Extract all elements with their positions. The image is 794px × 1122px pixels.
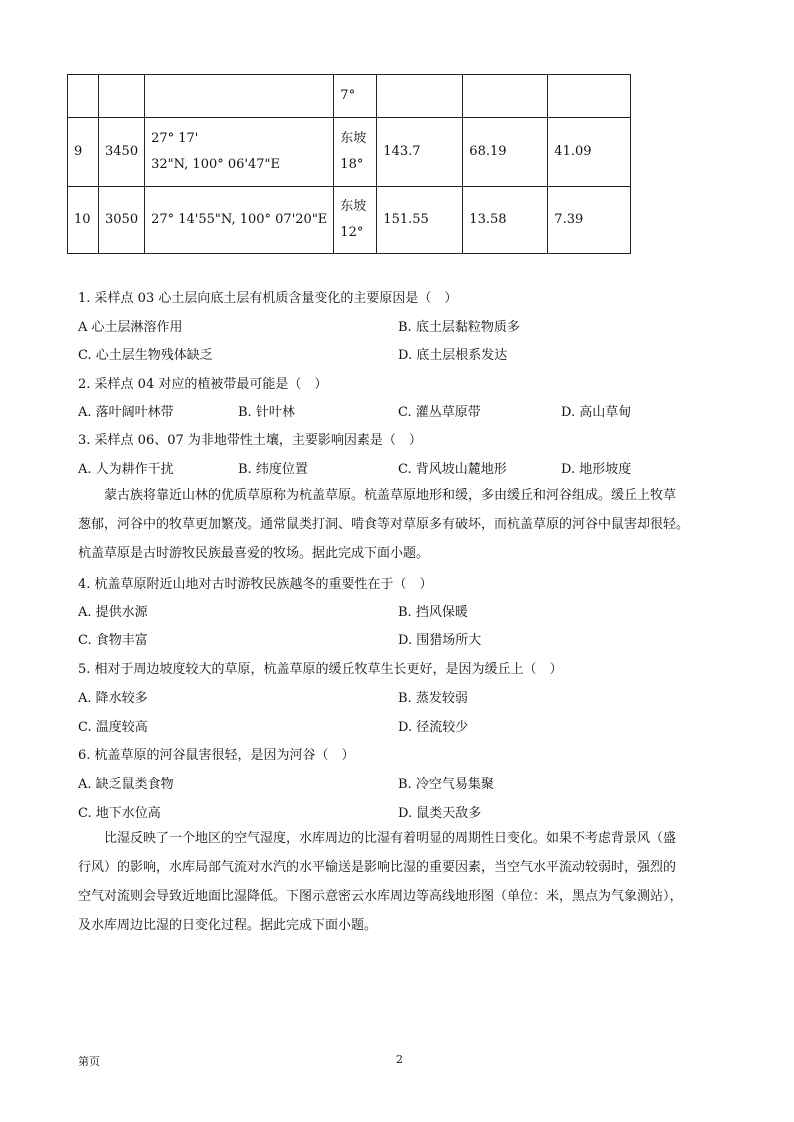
question-3-option-c: C. 背风坡山麓地形 bbox=[398, 462, 507, 477]
table-row bbox=[68, 75, 631, 118]
sampling-table bbox=[67, 74, 631, 254]
question-1-option-b: B. 底土层黏粒物质多 bbox=[398, 320, 520, 335]
table-row bbox=[68, 187, 631, 254]
question-5-stem: 5. 相对于周边坡度较大的草原，杭盖草原的缓丘牧草生长更好，是因为缓丘上（ ） bbox=[78, 662, 563, 677]
passage-specific-humidity bbox=[78, 824, 718, 940]
passage-line: 葱郁，河谷中的牧草更加繁茂。通常鼠类打洞、啃食等对草原多有破坏，而杭盖草原的河谷中鼠害却很轻。 bbox=[78, 517, 690, 532]
cell-line: 18° bbox=[340, 157, 364, 172]
question-2-stem: 2. 采样点 04 对应的植被带最可能是（ ） bbox=[78, 377, 328, 392]
passage-line: 杭盖草原是古时游牧民族最喜爱的牧场。据此完成下面小题。 bbox=[78, 546, 430, 561]
table-cell: 9 bbox=[68, 118, 99, 187]
question-2-option-d: D. 高山草甸 bbox=[561, 405, 632, 420]
question-1-option-a: A 心土层淋溶作用 bbox=[78, 320, 183, 335]
cell-line: 27° 17' bbox=[151, 131, 199, 146]
cell-line: 32"N, 100° 06'47"E bbox=[151, 157, 280, 172]
question-3-stem: 3. 采样点 06、07 为非地带性土壤，主要影响因素是（ ） bbox=[78, 433, 422, 448]
cell-line: 12° bbox=[340, 225, 364, 240]
question-4-option-b: B. 挡风保暖 bbox=[398, 605, 468, 620]
passage-line: 蒙古族将靠近山林的优质草原称为杭盖草原。杭盖草原地形和缓，多由缓丘和河谷组成。缓丘上牧草 bbox=[78, 488, 677, 503]
table-cell: 143.7 bbox=[377, 118, 463, 187]
question-1-option-d: D. 底土层根系发达 bbox=[398, 348, 508, 363]
question-6-option-b: B. 冷空气易集聚 bbox=[398, 777, 494, 792]
question-6-stem: 6. 杭盖草原的河谷鼠害很轻，是因为河谷（ ） bbox=[78, 748, 355, 763]
question-5-option-b: B. 蒸发较弱 bbox=[398, 691, 468, 706]
table-cell: 7.39 bbox=[548, 187, 631, 254]
cell-line: 7° bbox=[340, 88, 356, 103]
table-cell bbox=[99, 75, 145, 118]
question-6-option-c: C. 地下水位高 bbox=[78, 806, 161, 821]
question-5-option-d: D. 径流较少 bbox=[398, 720, 469, 735]
cell-line: 东坡 bbox=[340, 131, 367, 146]
table-cell: 3450 bbox=[99, 118, 145, 187]
question-4-option-c: C. 食物丰富 bbox=[78, 633, 148, 648]
table-cell bbox=[463, 75, 548, 118]
table-cell: 13.58 bbox=[463, 187, 548, 254]
question-5-option-c: C. 温度较高 bbox=[78, 720, 148, 735]
cell-line: 东坡 bbox=[340, 199, 367, 214]
table-cell: 41.09 bbox=[548, 118, 631, 187]
question-1-option-c: C. 心土层生物残体缺乏 bbox=[78, 348, 213, 363]
question-4-option-a: A. 提供水源 bbox=[78, 605, 148, 620]
question-4-stem: 4. 杭盖草原附近山地对古时游牧民族越冬的重要性在于（ ） bbox=[78, 577, 433, 592]
page-number: 2 bbox=[396, 1053, 403, 1066]
footer-label: 第页 bbox=[78, 1055, 100, 1068]
question-3-option-a: A. 人为耕作干扰 bbox=[78, 462, 174, 477]
table-cell bbox=[548, 75, 631, 118]
passage-hangai-grassland bbox=[78, 481, 718, 568]
question-6-option-a: A. 缺乏鼠类食物 bbox=[78, 777, 174, 792]
passage-line: 及水库周边比湿的日变化过程。据此完成下面小题。 bbox=[78, 918, 378, 933]
question-4-option-d: D. 围猎场所大 bbox=[398, 633, 482, 648]
question-3-option-d: D. 地形坡度 bbox=[561, 462, 632, 477]
question-2-option-c: C. 灌丛草原带 bbox=[398, 405, 481, 420]
table-cell bbox=[334, 187, 377, 254]
question-1-stem: 1. 采样点 03 心土层向底土层有机质含量变化的主要原因是（ ） bbox=[78, 291, 458, 306]
table-cell: 151.55 bbox=[377, 187, 463, 254]
table-cell: 10 bbox=[68, 187, 99, 254]
table-cell bbox=[145, 118, 334, 187]
question-2-option-a: A. 落叶阔叶林带 bbox=[78, 405, 174, 420]
table-cell bbox=[145, 187, 334, 254]
passage-line: 行风）的影响，水库局部气流对水汽的水平输送是影响比湿的重要因素，当空气水平流动较弱时，强烈的 bbox=[78, 860, 677, 875]
question-6-option-d: D. 鼠类天敌多 bbox=[398, 806, 482, 821]
table-cell bbox=[334, 118, 377, 187]
cell-line: 27° 14'55"N, 100° 07'20"E bbox=[151, 212, 328, 227]
table-cell: 68.19 bbox=[463, 118, 548, 187]
question-3-option-b: B. 纬度位置 bbox=[238, 462, 308, 477]
question-2-option-b: B. 针叶林 bbox=[238, 405, 295, 420]
passage-line: 空气对流则会导致近地面比湿降低。下图示意密云水库周边等高线地形图（单位：米，黑点为气象测站）， bbox=[78, 889, 683, 904]
table-row bbox=[68, 118, 631, 187]
table-cell bbox=[377, 75, 463, 118]
passage-line: 比湿反映了一个地区的空气湿度，水库周边的比湿有着明显的周期性日变化。如果不考虑背景风（盛 bbox=[78, 831, 677, 846]
table-cell bbox=[334, 75, 377, 118]
table-cell: 3050 bbox=[99, 187, 145, 254]
table-cell bbox=[68, 75, 99, 118]
question-5-option-a: A. 降水较多 bbox=[78, 691, 148, 706]
table-cell bbox=[145, 75, 334, 118]
